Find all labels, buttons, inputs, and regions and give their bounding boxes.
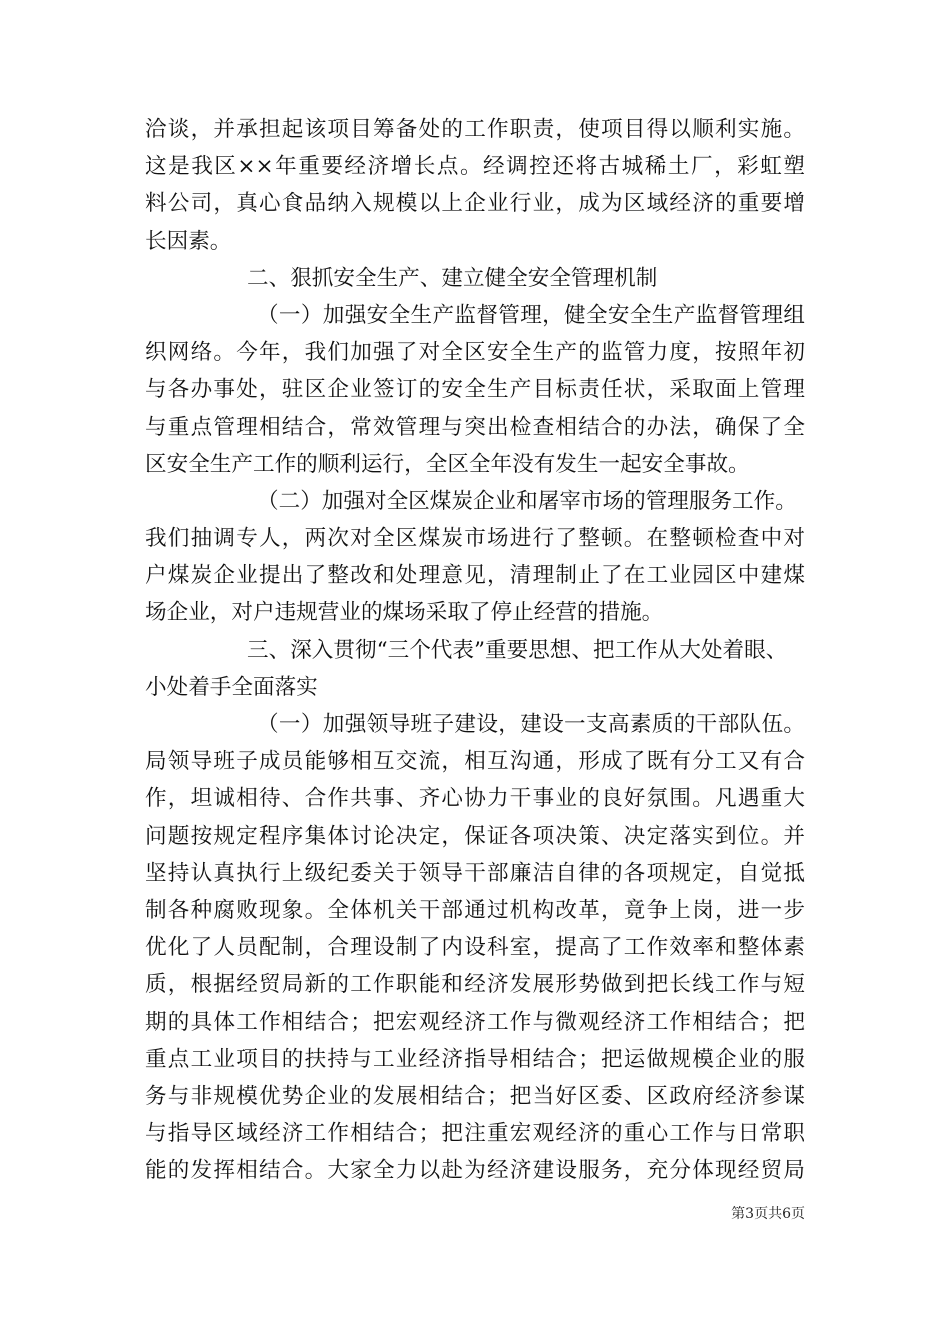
text-line: 场企业，对户违规营业的煤场采取了停止经营的措施。 <box>145 600 664 626</box>
text-line: 与重点管理相结合，常效管理与突出检查相结合的办法，确保了全 <box>145 414 805 440</box>
text-line: 区安全生产工作的顺利运行，全区全年没有发生一起安全事故。 <box>145 451 750 477</box>
text-line: 作，坦诚相待、合作共事、齐心协力干事业的良好氛围。凡遇重大 <box>145 786 805 812</box>
text-line: 织网络。今年，我们加强了对全区安全生产的监管力度，按照年初 <box>145 340 805 366</box>
text-line: 洽谈，并承担起该项目筹备处的工作职责，使项目得以顺利实施。 <box>145 117 805 142</box>
text-line: （一）加强安全生产监督管理，健全安全生产监督管理组 <box>257 302 805 328</box>
section-heading: 三、深入贯彻“三个代表”重要思想、把工作从大处着眼、 <box>247 637 788 663</box>
page-number: 第3页共6页 <box>731 1206 805 1222</box>
text-line: 制各种腐败现象。全体机关干部通过机构改革，竟争上岗，进一步 <box>145 897 805 923</box>
text-line: 与各办事处，驻区企业签订的安全生产目标责任状，采取面上管理 <box>145 377 805 403</box>
text-line: 质，根据经贸局新的工作职能和经济发展形势做到把长线工作与短 <box>145 972 805 998</box>
text-line: 我们抽调专人，两次对全区煤炭市场进行了整顿。在整顿检查中对 <box>145 526 805 552</box>
text-line: （一）加强领导班子建设，建设一支高素质的干部队伍。 <box>257 712 805 737</box>
text-line: 期的具体工作相结合；把宏观经济工作与微观经济工作相结合；把 <box>145 1009 805 1035</box>
text-line: 务与非规模优势企业的发展相结合；把当好区委、区政府经济参谋 <box>145 1083 805 1109</box>
text-line: 重点工业项目的扶持与工业经济指导相结合；把运做规模企业的服 <box>145 1046 805 1072</box>
document-body <box>145 111 805 1189</box>
text-line: （二）加强对全区煤炭企业和屠宰市场的管理服务工作。 <box>257 488 797 514</box>
section-heading: 二、狠抓安全生产、建立健全安全管理机制 <box>247 265 658 291</box>
text-line: 问题按规定程序集体讨论决定，保证各项决策、决定落实到位。并 <box>145 823 805 849</box>
text-line: 与指导区域经济工作相结合；把注重宏观经济的重心工作与日常职 <box>145 1121 805 1147</box>
text-line: 户煤炭企业提出了整改和处理意见，清理制止了在工业园区中建煤 <box>145 563 805 589</box>
text-line: 料公司，真心食品纳入规模以上企业行业，成为区域经济的重要增 <box>145 191 805 217</box>
text-line: 长因素。 <box>145 228 232 254</box>
text-line: 坚持认真执行上级纪委关于领导干部廉洁自律的各项规定，自觉抵 <box>145 860 805 886</box>
text-line: 这是我区××年重要经济增长点。经调控还将古城稀土厂，彩虹塑 <box>145 154 805 180</box>
text-line: 局领导班子成员能够相互交流，相互沟通，形成了既有分工又有合 <box>145 749 805 775</box>
text-line: 能的发挥相结合。大家全力以赴为经济建设服务，充分体现经贸局 <box>145 1158 805 1184</box>
text-line: 优化了人员配制，合理设制了内设科室，提高了工作效率和整体素 <box>145 935 805 961</box>
text-line: 小处着手全面落实 <box>145 674 318 700</box>
